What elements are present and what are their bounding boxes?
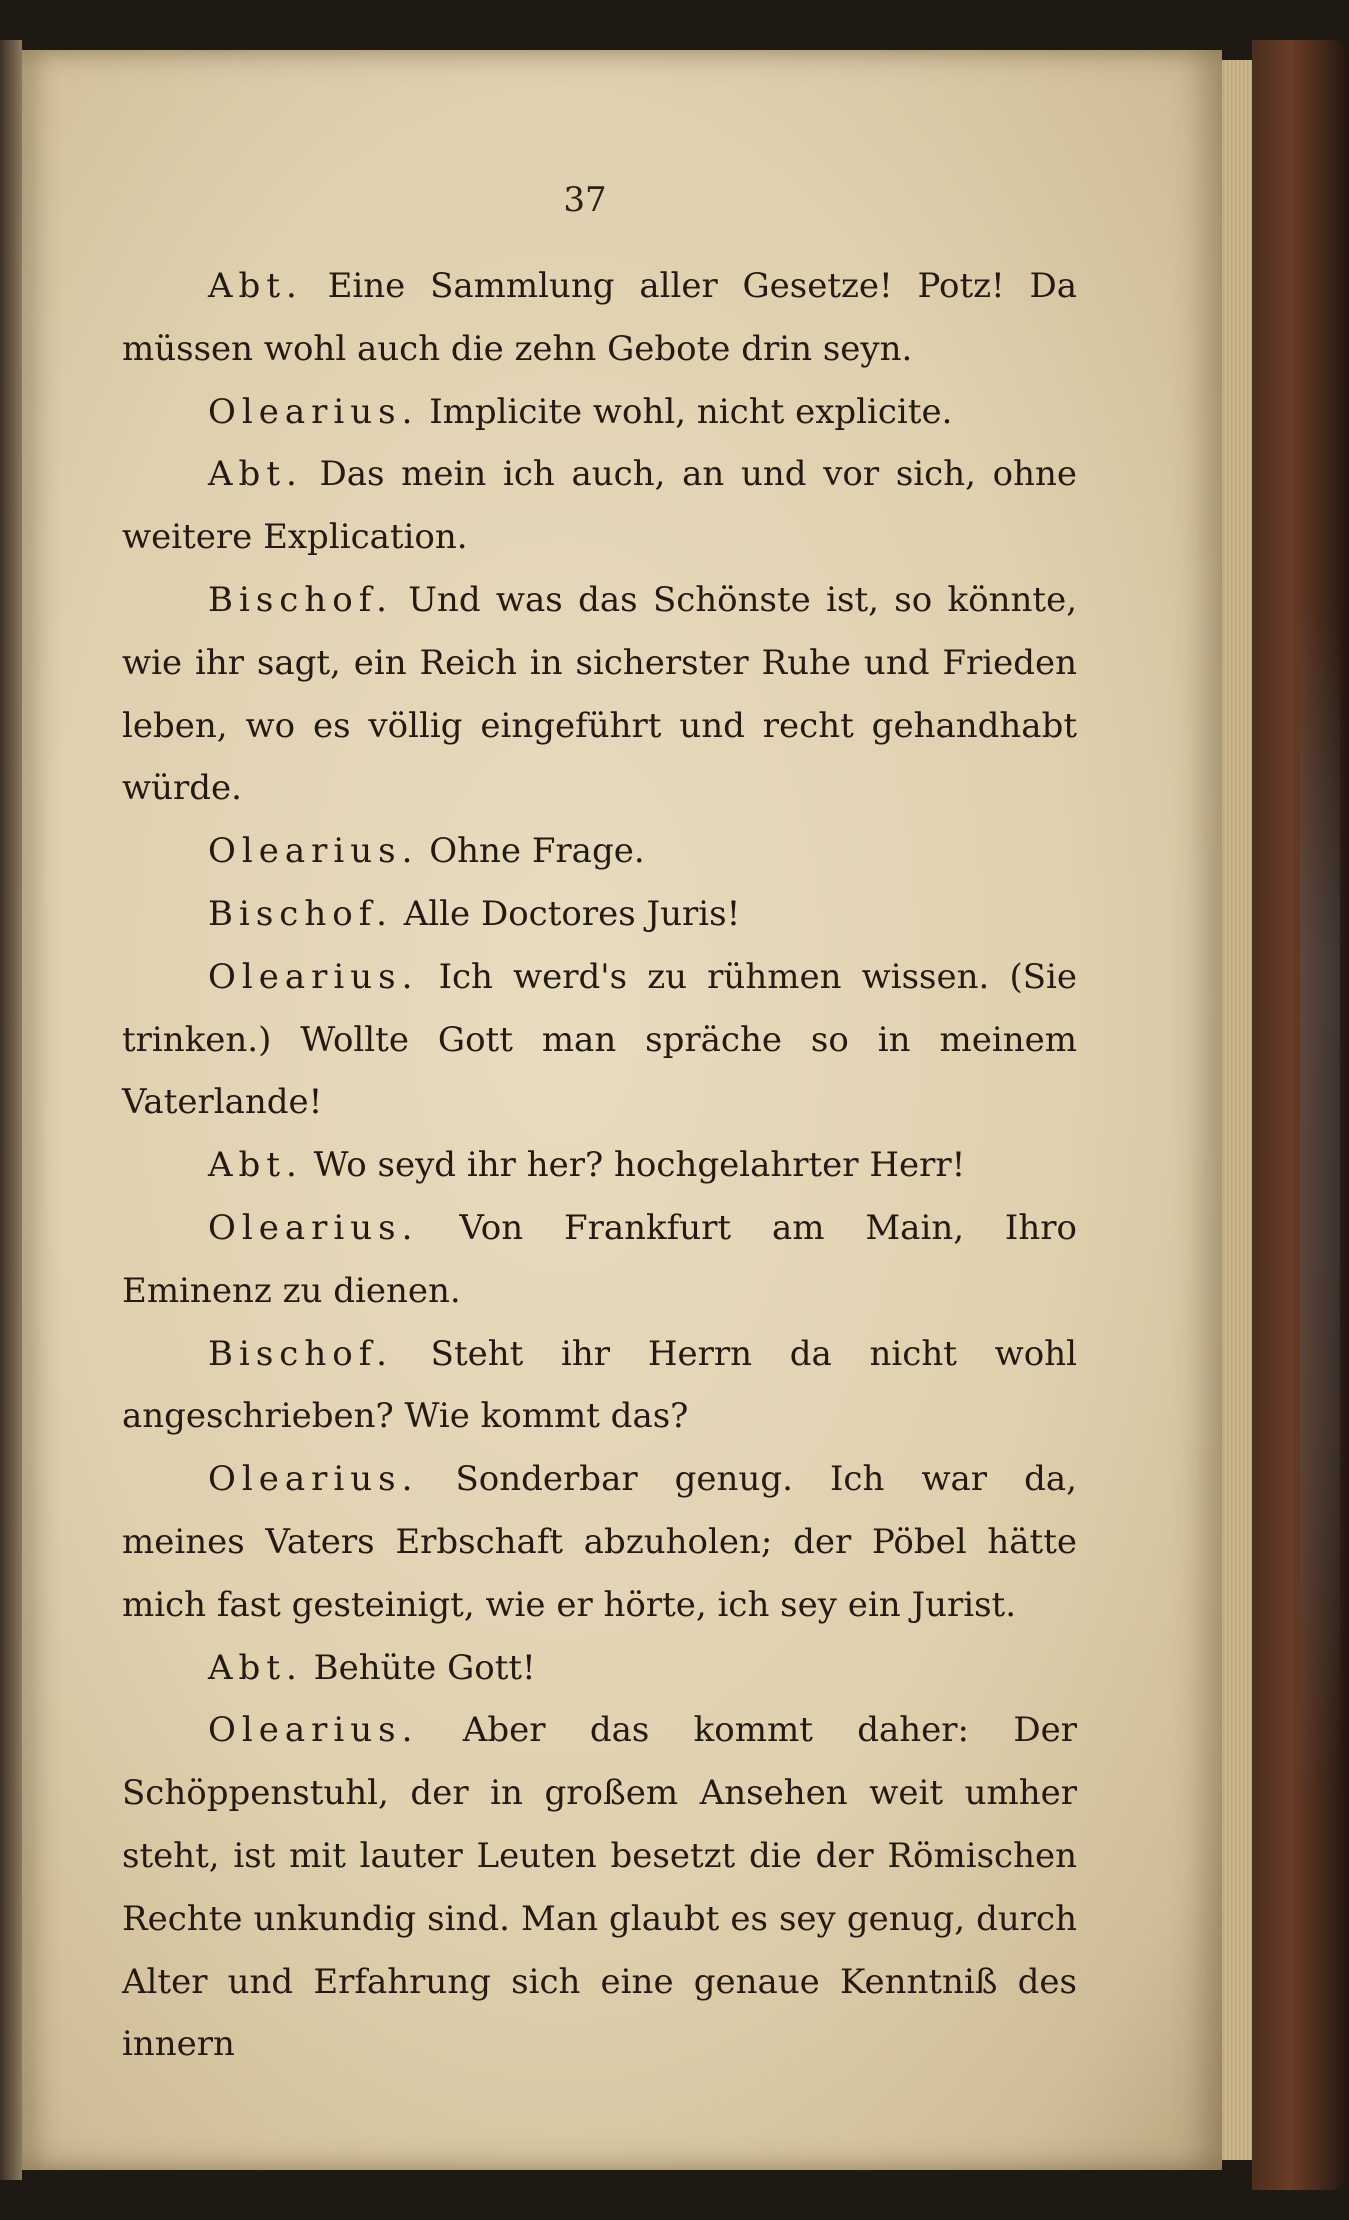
speaker-name: Abt. [208,454,303,495]
dialogue-text: Von Frankfurt am Main, Ihro Eminenz zu dienen. [122,1207,1077,1311]
page-number: 37 [563,180,607,220]
dialogue-text: Ich werd's zu rühmen wissen. (Sie trinken.) Wollte Gott man spräche so in meinem Vaterlande! [122,956,1078,1123]
speaker-name: Abt. [208,1647,303,1688]
dialogue-text: Alle Doctores Juris! [403,893,741,934]
facing-page-edge [0,40,22,2180]
speaker-name: Bischof. [208,579,393,620]
speaker-name: Abt. [208,1145,303,1186]
dialogue-paragraph [122,820,1077,883]
speaker-name: Olearius. [208,956,419,997]
dialogue-text: Steht ihr Herrn da nicht wohl angeschrieben? Wie kommt das? [122,1333,1077,1437]
speaker-name: Olearius. [208,1207,419,1248]
dialogue-paragraph [122,255,1077,381]
speaker-name: Bischof. [208,893,393,934]
dialogue-paragraph [122,1134,1077,1197]
dialogue-text: Sonderbar genug. Ich war da, meines Vaters Erbschaft abzuholen; der Pöbel hätte mich fast gesteinigt, wie er hörte, ich sey ein Jurist. [122,1459,1077,1625]
dialogue-paragraph [122,443,1077,569]
dialogue-text: Eine Sammlung aller Gesetze! Potz! Da müssen wohl auch die zehn Gebote drin seyn. [122,266,1077,369]
page-block-edge [1222,60,1252,2160]
dialogue-paragraph [122,1197,1077,1323]
dialogue-paragraph [122,1448,1077,1636]
dialogue-paragraph [122,381,1077,444]
dialogue-text: Aber das kommt daher: Der Schöppenstuhl, der in großem Ansehen weit umher steht, ist mit lauter Leuten besetzt die der Römischen Rechte unkundig sind. Man glaubt es sey genug, durch Alter und Erfahrung sich eine genaue Kenntniß des innern [122,1710,1077,2065]
dialogue-text: Behüte Gott! [313,1647,536,1688]
dialogue-paragraph [122,946,1077,1134]
dialogue-paragraph [122,1323,1077,1449]
dialogue-paragraph [122,1699,1077,2076]
speaker-name: Olearius. [208,831,419,872]
dialogue-text: Implicite wohl, nicht explicite. [429,391,953,432]
dialogue-paragraph [122,883,1077,946]
dialogue-paragraph [122,1637,1077,1700]
speaker-name: Bischof. [208,1333,393,1374]
dialogue-text: Und was das Schönste ist, so könnte, wie ihr sagt, ein Reich in sicherster Ruhe und Frieden leben, wo es völlig eingeführt und recht gehandhabt würde. [122,579,1078,809]
speaker-name: Olearius. [208,1710,419,1751]
dialogue-text: Das mein ich auch, an und vor sich, ohne weitere Explication. [122,454,1077,558]
dialogue-text: Wo seyd ihr her? hochgelahrter Herr! [313,1145,966,1186]
speaker-name: Olearius. [208,391,419,432]
cover-wear [1300,600,1340,1800]
text-block [122,255,1077,2076]
speaker-name: Olearius. [208,1459,419,1500]
dialogue-paragraph [122,569,1077,820]
speaker-name: Abt. [208,266,303,306]
dialogue-text: Ohne Frage. [429,831,645,872]
